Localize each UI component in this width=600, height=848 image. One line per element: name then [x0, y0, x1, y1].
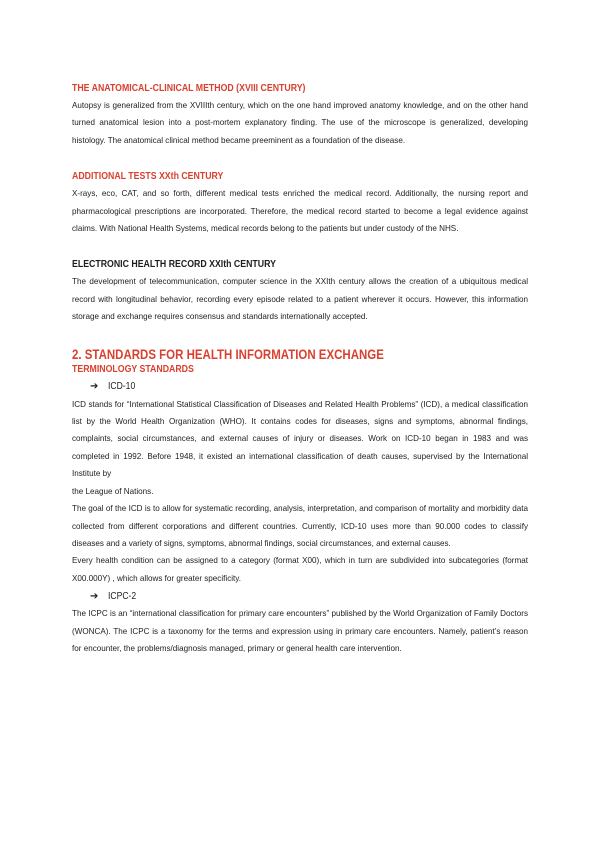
heading-anatomical-clinical: THE ANATOMICAL-CLINICAL METHOD (XVIII CENTURY): [72, 83, 306, 94]
paragraph-additional-tests: X-rays, eco, CAT, and so forth, different medical tests enriched the medical record. Additionally, the nursing report and pharmacological prescriptions are incorporated. Therefore, the medical record started to become a legal evidence against claims. With National Health Systems, medical records belong to the patients but under custody of the NHS.: [72, 189, 528, 234]
arrow-right-icon: ➔: [90, 590, 99, 602]
paragraph-icd-definition: ICD stands for “International Statistical Classification of Diseases and Related Health Problems” (ICD), a medical classification list by the World Health Organization (WHO). It contains codes for diseases, signs and symptoms, abnormal findings, complaints, social circumstances, and external causes of injury or diseases. Work on ICD-10 began in 1983 and was completed in 1992. Before 1948, it existed an international classification of death causes, supervised by the International Institute by: [72, 399, 528, 479]
arrow-right-icon: ➔: [90, 381, 99, 393]
heading-electronic-health-record: ELECTRONIC HEALTH RECORD XXIth CENTURY: [72, 259, 276, 271]
heading-terminology-standards: TERMINOLOGY STANDARDS: [72, 363, 194, 375]
bullet-icpc-2: [90, 587, 528, 605]
bullet-label-icd-10: ICD-10: [108, 381, 136, 393]
paragraph-icd-categories: Every health condition can be assigned to a category (format X00), which in turn are subdivided into subcategories (format X00.000Y) , which allows for greater specificity.: [72, 556, 528, 583]
paragraph-electronic-health-record: The development of telecommunication, computer science in the XXIth century allows the creation of a ubiquitous medical record with longitudinal behavior, recording every episode related to a patient wherever it occurs. However, this information storage and exchange requires consensus and standards internationally accepted.: [72, 277, 528, 322]
bullet-icd-10: [90, 378, 528, 396]
section-title-standards: 2. STANDARDS FOR HEALTH INFORMATION EXCHANGE: [72, 345, 384, 362]
paragraph-icd-goal: The goal of the ICD is to allow for systematic recording, analysis, interpretation, and comparison of mortality and morbidity data collected from different corporations and different countries. Currently, ICD-10 uses more than 90.000 codes to classify diseases and a variety of signs, symptoms, abnormal findings, social circumstances, and external causes.: [72, 504, 528, 548]
bullet-label-icpc-2: ICPC-2: [108, 590, 137, 602]
paragraph-icpc-definition: The ICPC is an “international classification for primary care encounters” published by the World Organization of Family Doctors (WONCA). The ICPC is a taxonomy for the terms and expression using in primary care encounters. Namely, patient’s reason for encounter, the problems/diagnosis managed, primary or general health care intervention.: [72, 609, 528, 653]
heading-additional-tests: ADDITIONAL TESTS XXth CENTURY: [72, 171, 224, 183]
paragraph-anatomical-clinical: Autopsy is generalized from the XVIIIth century, which on the one hand improved anatomy knowledge, and on the other hand turned anatomical lesion into a post-mortem explanatory finding. The use of the microscope is generalized, developing histology. The anatomical clinical method became preeminent as a foundation of the disease.: [72, 101, 528, 145]
page-content: [72, 82, 528, 657]
paragraph-icd-definition-end: the League of Nations.: [72, 486, 154, 496]
